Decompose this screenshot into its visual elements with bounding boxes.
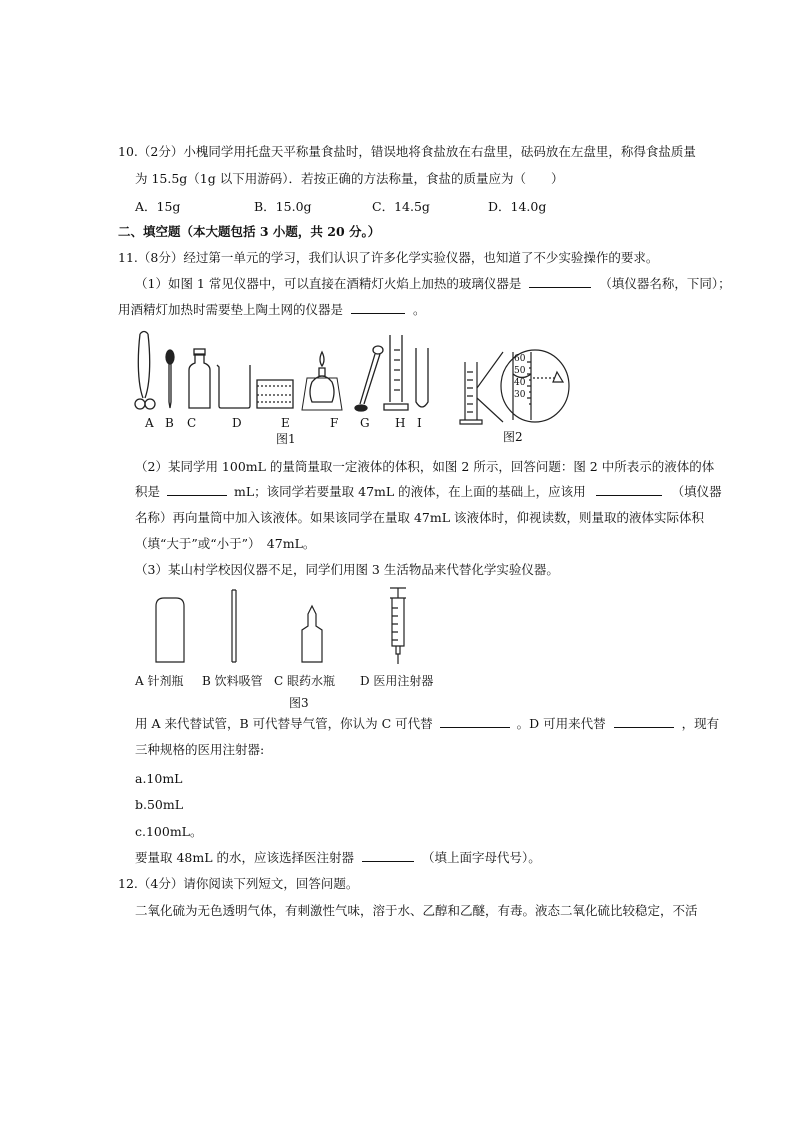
figure-1-instruments [132, 330, 442, 416]
q11-part3-line3: 三种规格的医用注射器: [135, 742, 265, 757]
q10-option-a: A．15g [135, 199, 181, 214]
q11-part2-line3: 名称）再向量筒中加入该液体。如果该同学在量取 47mL 该液体时，仰视读数，则量取的液体实际体积 [135, 510, 705, 525]
answer-blank-7[interactable] [362, 849, 414, 862]
fig2-tick-40: 40 [514, 378, 526, 388]
syringe-size-b: b.50mL [135, 797, 184, 812]
answer-blank-2[interactable] [351, 301, 405, 314]
straw-icon [232, 590, 236, 662]
q11-part3-line: （3）某山村学校因仪器不足，同学们用图 3 生活物品来代替化学实验仪器。 [135, 562, 559, 577]
crucible-tongs-icon [135, 332, 155, 410]
eye-drop-bottle-icon [302, 606, 322, 662]
q11-p4-text-c: ，现有 [681, 716, 720, 731]
fig1-caption: 图1 [276, 432, 296, 446]
q10-option-b: B．15.0g [254, 199, 312, 214]
q11-intro: 11.（8分）经过第一单元的学习，我们认识了许多化学实验仪器，也知道了不少实验操作的要求。 [118, 250, 659, 265]
dropper-icon [166, 350, 174, 408]
fig1-letter-f: F [330, 416, 339, 430]
fig3-label-c: C 眼药水瓶 [274, 674, 335, 688]
test-tube-icon [416, 348, 428, 407]
fig2-caption: 图2 [503, 430, 523, 444]
q11-part1-line2 [118, 301, 426, 319]
answer-blank-4[interactable] [596, 483, 662, 496]
q11-p2-text-b: 积是 [135, 484, 161, 499]
fig2-tick-50: 50 [514, 366, 526, 376]
syringe-icon [390, 588, 406, 664]
fig3-label-b: B 饮料吸管 [202, 674, 263, 688]
q11-part2-line1: （2）某同学用 100mL 的量筒量取一定液体的体积，如图 2 所示，回答问题：图 2 中所表示的液体的体 [135, 459, 715, 474]
q11-part2-line4: （填“大于”或“小于”） 47mL。 [135, 536, 316, 551]
q11-part2-line2 [135, 483, 722, 501]
answer-blank-5[interactable] [440, 715, 510, 728]
q11-p1-text-c: 用酒精灯加热时需要垫上陶土网的仪器是 [118, 302, 344, 317]
q10-option-c: C．14.5g [372, 199, 430, 214]
q11-p1-text-b: （填仪器名称，下同）； [599, 276, 731, 291]
fig1-letter-c: C [187, 416, 197, 430]
fig3-label-d: D 医用注射器 [360, 674, 434, 688]
q11-p2-text-d: （填仪器 [671, 484, 722, 499]
q11-p2-text-c: mL；该同学若要量取 47mL 的液体，在上面的基础上，应该用 [233, 484, 586, 499]
fig3-label-a: A 针剂瓶 [135, 674, 184, 688]
q11-p5-text-a: 要量取 48mL 的水，应该选择医注射器 [135, 850, 355, 865]
fig2-tick-60: 60 [514, 354, 526, 364]
figure-3-household-items [140, 584, 440, 668]
section-heading: 二、填空题（本大题包括 3 小题，共 20 分。） [118, 224, 381, 239]
q11-p4-text-a: 用 A 来代替试管，B 可代替导气管，你认为 C 可代替 [135, 716, 433, 731]
q10-line2: 为 15.5g（1g 以下用游码）．若按正确的方法称量，食盐的质量应为（ ） [135, 171, 564, 186]
answer-blank-1[interactable] [529, 275, 591, 288]
beaker-icon [217, 365, 250, 408]
q10-line1: 10.（2分）小槐同学用托盘天平称量食盐时，错误地将食盐放在右盘里，砝码放在左盘里，称得食盐质量 [118, 144, 696, 159]
syringe-size-c: c.100mL。 [135, 824, 203, 839]
q11-p1-text-d: 。 [412, 302, 426, 317]
q11-p5-text-b: （填上面字母代号）。 [421, 850, 541, 865]
fig1-letter-e: E [281, 416, 290, 430]
fig2-tick-30: 30 [514, 390, 526, 400]
q11-p1-text-a: （1）如图 1 常见仪器中，可以直接在酒精灯火焰上加热的玻璃仪器是 [135, 276, 522, 291]
alcohol-lamp-icon [302, 352, 342, 410]
q11-part3-line2 [135, 715, 719, 733]
q11-part1-line1 [135, 275, 731, 293]
evaporating-dish-icon [257, 380, 293, 408]
syringe-size-a: a.10mL [135, 771, 183, 786]
fig1-letter-a: A [145, 416, 154, 430]
graduated-cylinder-icon [384, 335, 408, 410]
fig3-caption: 图3 [289, 696, 309, 710]
q12-text: 二氧化硫为无色透明气体，有刺激性气味，溶于水、乙醇和乙醚，有毒。液态二氧化硫比较稳定，不活 [135, 903, 698, 918]
spatula-icon [355, 346, 383, 411]
answer-blank-3[interactable] [167, 483, 227, 496]
vial-icon [156, 598, 184, 662]
fig1-letter-h: H [395, 416, 406, 430]
q10-option-d: D．14.0g [488, 199, 547, 214]
answer-blank-6[interactable] [614, 715, 674, 728]
fig1-letter-b: B [165, 416, 174, 430]
fig1-letter-d: D [232, 416, 242, 430]
fig1-letter-g: G [360, 416, 370, 430]
q12-intro: 12.（4分）请你阅读下列短文，回答问题。 [118, 876, 359, 891]
q11-part3-line4 [135, 849, 541, 867]
q11-p4-text-b: 。D 可用来代替 [516, 716, 606, 731]
fig1-letter-i: I [417, 416, 422, 430]
reagent-bottle-icon [189, 349, 210, 408]
